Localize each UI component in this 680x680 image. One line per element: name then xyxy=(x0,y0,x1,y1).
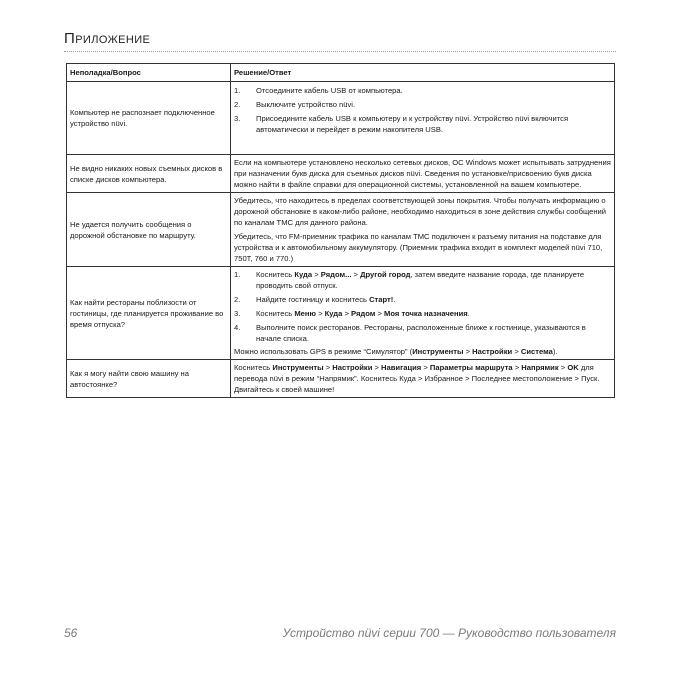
title-divider xyxy=(64,51,616,52)
header-problem: Неполадка/Вопрос xyxy=(67,64,231,82)
step-item: 2. Найдите гостиницу и коснитесь Старт!. xyxy=(234,295,396,304)
answer-cell xyxy=(231,267,615,360)
question-cell: Как я могу найти свою машину на автостоянке? xyxy=(67,360,231,398)
step-item: 2. Выключите устройство nüvi. xyxy=(234,100,356,109)
table-row xyxy=(67,267,615,360)
header-solution: Решение/Ответ xyxy=(231,64,615,82)
table-row xyxy=(67,155,615,193)
answer-cell xyxy=(231,193,615,267)
table-row xyxy=(67,360,615,398)
section-title xyxy=(64,30,150,47)
troubleshooting-table xyxy=(66,63,615,398)
question-cell: Компьютер не распознает подключенное устройство nüvi. xyxy=(67,82,231,155)
section-title-initial: П xyxy=(64,30,76,47)
manual-title: Устройство nüvi серии 700 — Руководство пользователя xyxy=(282,626,616,640)
answer-cell xyxy=(231,82,615,155)
answer-note: Можно использовать GPS в режиме “Симулятор” (Инструменты > Настройки > Система). xyxy=(234,347,558,356)
step-item: 3. Коснитесь Меню > Куда > Рядом > Моя точка назначения. xyxy=(234,309,470,318)
table-row xyxy=(67,82,615,155)
answer-paragraph: Убедитесь, что FM-приемник трафика по каналам TMC подключен к разъему питания на подставке для устройства и к автомобильному аккумулятору. (Приемник трафика входит в комплект моделей nüvi 710, 750T, 760 и 770.) xyxy=(234,232,603,263)
question-cell: Не видно никаких новых съемных дисков в списке дисков компьютера. xyxy=(67,155,231,193)
question-cell: Как найти рестораны поблизости от гостиницы, где планируется проживание во время отпуска? xyxy=(67,267,231,360)
question-cell: Не удается получить сообщения о дорожной обстановке по маршруту. xyxy=(67,193,231,267)
table-header-row xyxy=(67,64,615,82)
step-item: 1. Отсоедините кабель USB от компьютера. xyxy=(234,86,403,95)
answer-cell: Если на компьютере установлено несколько сетевых дисков, ОС Windows может испытывать затруднения при назначении букв диска для съемных дисков nüvi. Сведения по установке/присвоению букв диска можно найти в файле справки для операционной системы, установленной на вашем компьютере. xyxy=(231,155,615,193)
step-item: 4. Выполните поиск ресторанов. Рестораны, расположенные ближе к гостинице, указываются в начале списка. xyxy=(234,323,586,343)
steps-list xyxy=(234,85,611,135)
step-item: 1. Коснитесь Куда > Рядом... > Другой город, затем введите название города, где планируете проводить свой отпуск. xyxy=(234,270,585,290)
answer-paragraph: Убедитесь, что находитесь в пределах соответствующей зоны покрытия. Чтобы получать информацию о дорожной обстановке в каком-либо районе, необходимо находиться в зоне действия службы сообщений по каналам TMC для данного района. xyxy=(234,196,607,227)
section-title-rest: риложение xyxy=(75,30,151,47)
page-number: 56 xyxy=(64,626,78,640)
answer-cell: Коснитесь Инструменты > Настройки > Навигация > Параметры маршрута > Напрямик > OK для перевода nüvi в режим “Напрямик”. Коснитесь Куда > Избранное > Последнее местоположение > Пуск. Двигайтесь к своей машине! xyxy=(231,360,615,398)
step-item: 3. Присоедините кабель USB к компьютеру и к устройству nüvi. Устройство nüvi включится автоматически и перейдет в режим накопителя USB. xyxy=(234,114,569,134)
steps-list xyxy=(234,269,611,344)
table-row xyxy=(67,193,615,267)
